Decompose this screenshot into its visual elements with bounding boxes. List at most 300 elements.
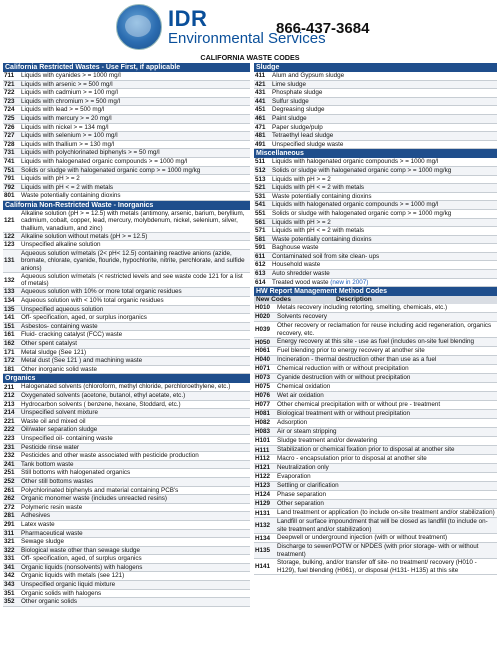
description-text: Aqueous solution with 10% or more total organic residues <box>21 288 182 296</box>
waste-description <box>277 419 497 427</box>
waste-description <box>277 304 497 312</box>
description-text: Sulfur sludge <box>272 97 309 105</box>
description-text: Solids or sludge with halogenated organic comp > = 1000 mg/kg <box>21 166 201 174</box>
waste-code: 801 <box>4 192 15 200</box>
waste-code: 541 <box>255 201 266 209</box>
code-row <box>3 564 250 573</box>
code-row <box>3 98 250 107</box>
waste-code: 561 <box>255 218 266 226</box>
code-row <box>254 124 497 133</box>
code-row <box>3 555 250 564</box>
section-title-misc: Miscellaneous <box>254 149 497 158</box>
description-text: Liquids with polychlorinated biphenyls > = 50 mg/l <box>21 149 160 157</box>
right-column <box>254 63 497 575</box>
waste-code: H050 <box>255 338 271 346</box>
waste-description <box>21 461 250 468</box>
description-text: Wet air oxidation <box>277 392 324 400</box>
code-row <box>3 288 250 297</box>
waste-description <box>272 141 497 148</box>
description-text: Waste potentially containing dioxins <box>272 192 372 200</box>
description-text: Cyanide destruction with or without precipitation <box>277 374 411 382</box>
waste-code: 181 <box>4 365 15 373</box>
description-text: Liquids with pH < = 2 with metals <box>272 227 365 235</box>
waste-description <box>272 236 497 243</box>
waste-code: H101 <box>255 437 271 445</box>
waste-description <box>21 547 250 554</box>
description-text: Metals recovery including retorting, smelting, chemicals, etc.) <box>277 304 448 312</box>
code-row <box>254 236 497 245</box>
new-note: (new in 2007) <box>330 278 369 286</box>
description-text: Biological waste other than sewage sludge <box>21 546 141 554</box>
waste-description <box>21 392 250 399</box>
description-text: Unspecified alkaline solution <box>21 241 101 249</box>
left-column <box>3 63 250 607</box>
waste-description <box>272 167 497 174</box>
code-row <box>3 392 250 401</box>
code-row <box>3 149 250 158</box>
description-text: Metal sludge (See 121) <box>21 348 87 356</box>
waste-code: 172 <box>4 357 15 365</box>
waste-description <box>21 564 250 571</box>
waste-code: H083 <box>255 428 271 436</box>
code-row <box>3 132 250 141</box>
non-restricted-list <box>3 210 250 375</box>
description-text: Baghouse waste <box>272 244 319 252</box>
waste-code: 141 <box>4 314 15 322</box>
waste-description <box>21 504 250 511</box>
waste-description <box>21 115 250 122</box>
description-text: Liquids with mercury > = 20 mg/l <box>21 114 112 122</box>
waste-code: 272 <box>4 503 15 511</box>
waste-code: 211 <box>4 383 15 391</box>
waste-description <box>277 491 497 499</box>
description-text: Alkaline solution (pH > = 12.5) with metals (antimony, arsenic, barium, beryllium, cadmium, cobalt, copper, lead, mercury, molybdenum, nickel, selenium, silver, thallium, vanadium, and zinc) <box>21 209 245 232</box>
waste-code: 531 <box>255 192 266 200</box>
waste-description <box>272 244 497 251</box>
waste-description <box>272 72 497 79</box>
code-row <box>3 504 250 513</box>
waste-description <box>21 175 250 182</box>
waste-description <box>272 193 497 200</box>
description-text: Other spent catalyst <box>21 340 77 348</box>
waste-description <box>272 270 497 277</box>
waste-code: 212 <box>4 392 15 399</box>
waste-description <box>21 590 250 597</box>
description-text: Chemical oxidation <box>277 383 331 391</box>
code-row <box>3 478 250 487</box>
waste-code: 731 <box>4 149 15 157</box>
code-row <box>254 534 497 543</box>
waste-code: 162 <box>4 340 15 348</box>
description-text: Unspecified sludge waste <box>272 140 344 148</box>
code-row <box>254 464 497 473</box>
description-text: Unspecified solvent mixture <box>21 409 98 417</box>
waste-code: 611 <box>255 252 266 260</box>
waste-description <box>21 426 250 433</box>
waste-code: H039 <box>255 326 271 333</box>
code-row <box>254 392 497 401</box>
phone-number: 866-437-3684 <box>276 20 370 37</box>
description-text: Other organic solids <box>21 598 77 606</box>
code-row <box>3 340 250 349</box>
code-row <box>3 323 250 332</box>
waste-code: 291 <box>4 520 15 528</box>
code-row <box>3 273 250 289</box>
description-text: Latex waste <box>21 520 55 528</box>
code-row <box>3 418 250 427</box>
description-text: Liquids with thallium > = 130 mg/l <box>21 140 115 148</box>
description-text: Neutralization only <box>277 464 329 472</box>
description-text: Sludge treatment and/or dewatering <box>277 437 378 445</box>
waste-code: 521 <box>255 184 266 192</box>
waste-description <box>277 509 497 517</box>
waste-code: 421 <box>255 80 266 88</box>
waste-code: 725 <box>4 114 15 122</box>
code-row <box>254 253 497 262</box>
waste-code: 722 <box>4 89 15 97</box>
code-row <box>254 437 497 446</box>
code-row <box>3 158 250 167</box>
code-row <box>254 304 497 313</box>
waste-code: 491 <box>255 140 266 148</box>
waste-code: H040 <box>255 356 271 364</box>
description-text: Other chemical precipitation with or without pre - treatment <box>277 401 441 409</box>
code-row <box>3 233 250 242</box>
misc-list <box>254 158 497 287</box>
code-row <box>254 81 497 90</box>
waste-code: 213 <box>4 400 15 408</box>
waste-code: 151 <box>4 322 15 330</box>
waste-code: 721 <box>4 80 15 88</box>
code-row <box>3 331 250 340</box>
waste-code: 223 <box>4 434 15 442</box>
waste-code: 131 <box>4 257 15 265</box>
waste-code: 123 <box>4 241 15 249</box>
waste-description <box>272 124 497 131</box>
description-text: Tetraethyl lead sludge <box>272 132 334 140</box>
description-text: Waste potentially containing dioxins <box>272 235 372 243</box>
section-title-organics: Organics <box>3 374 250 383</box>
waste-description <box>21 124 250 131</box>
waste-code: 331 <box>4 555 15 563</box>
waste-code: 262 <box>4 495 15 503</box>
waste-description <box>21 314 250 321</box>
description-text: Phosphate sludge <box>272 89 323 97</box>
waste-code: 571 <box>255 227 266 235</box>
code-row <box>254 261 497 270</box>
code-row <box>254 482 497 491</box>
waste-description <box>21 306 250 313</box>
waste-description <box>21 98 250 105</box>
waste-description <box>272 176 497 183</box>
waste-code: 214 <box>4 409 15 417</box>
waste-description <box>277 482 497 490</box>
waste-description <box>21 581 250 588</box>
description-text: Unspecified organic liquid mixture <box>21 581 116 589</box>
waste-description <box>21 250 250 272</box>
description-text: Deepwell or underground injection (with or without treatment) <box>277 534 448 542</box>
code-row <box>254 176 497 185</box>
waste-description <box>21 366 250 373</box>
waste-code: H131 <box>255 509 271 517</box>
description-text: Hydrocarbon solvents ( benzene, hexane, Stoddard, etc.) <box>21 400 181 408</box>
waste-description <box>277 518 497 533</box>
description-text: Other still bottoms wastes <box>21 477 94 485</box>
description-text: Pesticides and other waste associated with pesticide production <box>21 452 199 460</box>
waste-code: H073 <box>255 374 271 382</box>
waste-description <box>21 487 250 494</box>
description-text: Solids or sludge with halogenated organic comp > = 1000 mg/kg <box>272 209 452 217</box>
code-row <box>3 426 250 435</box>
description-text: Waste oil and mixed oil <box>21 417 86 425</box>
code-row <box>3 297 250 306</box>
waste-description <box>21 418 250 425</box>
code-row <box>3 124 250 133</box>
waste-code: H076 <box>255 392 271 400</box>
description-text: Alkaline solution without metals (pH > = 12.5) <box>21 232 148 240</box>
waste-description <box>277 313 497 321</box>
description-text: Energy recovery at this site - use as fuel (includes on-site fuel blending <box>277 338 475 346</box>
waste-description <box>21 167 250 174</box>
waste-code: H111 <box>255 446 270 454</box>
code-row <box>254 132 497 141</box>
waste-description <box>21 158 250 165</box>
code-row <box>254 428 497 437</box>
code-row <box>3 72 250 81</box>
waste-description <box>21 323 250 330</box>
waste-description <box>21 452 250 459</box>
code-row <box>254 455 497 464</box>
waste-code: 581 <box>255 235 266 243</box>
waste-code: 471 <box>255 123 266 131</box>
code-row <box>254 98 497 107</box>
waste-description <box>21 106 250 113</box>
waste-description <box>277 338 497 346</box>
hw-column-headers <box>254 296 497 304</box>
waste-code: 311 <box>4 529 15 537</box>
description-text: Liquids with nickel > = 134 mg/l <box>21 123 109 131</box>
code-row <box>3 184 250 193</box>
description-text: Waste potentially containing dioxins <box>21 192 121 200</box>
code-row <box>254 89 497 98</box>
waste-description <box>21 495 250 502</box>
description-text: Polychlorinated biphenyls and material containing PCB's <box>21 486 179 494</box>
waste-code: H141 <box>255 563 271 570</box>
code-row <box>3 175 250 184</box>
waste-description <box>272 261 497 268</box>
code-row <box>254 509 497 518</box>
code-row <box>3 547 250 556</box>
waste-description <box>272 115 497 122</box>
code-row <box>3 512 250 521</box>
description-text: Still bottoms with halogenated organics <box>21 469 131 477</box>
code-row <box>254 356 497 365</box>
code-row <box>3 521 250 530</box>
waste-description <box>21 469 250 476</box>
waste-description <box>21 555 250 562</box>
code-row <box>254 559 497 575</box>
waste-description <box>277 428 497 436</box>
code-row <box>254 347 497 356</box>
waste-code: H132 <box>255 522 271 529</box>
waste-code: 351 <box>4 589 15 597</box>
code-row <box>254 322 497 338</box>
code-row <box>3 409 250 418</box>
waste-description <box>277 365 497 373</box>
description-text: Adhesives <box>21 512 51 520</box>
brand-subtitle: Environmental Services <box>168 30 326 47</box>
description-text: Phase separation <box>277 491 327 499</box>
waste-description <box>21 141 250 148</box>
waste-description <box>277 464 497 472</box>
code-row <box>254 115 497 124</box>
description-text: Biological treatment with or without precipitation <box>277 410 411 418</box>
waste-description <box>21 132 250 139</box>
waste-code: H124 <box>255 491 271 499</box>
description-text: Unspecified oil- containing waste <box>21 434 113 442</box>
code-row <box>3 314 250 323</box>
description-text: Organic monomer waste (includes unreacted resins) <box>21 495 167 503</box>
code-row <box>254 338 497 347</box>
waste-code: H082 <box>255 419 271 427</box>
description-text: Organic liquids with metals (see 121) <box>21 572 125 580</box>
sludge-list <box>254 72 497 149</box>
code-row <box>254 106 497 115</box>
waste-description <box>272 253 497 260</box>
code-row <box>3 590 250 599</box>
header <box>0 0 500 54</box>
description-text: Pesticide rinse water <box>21 443 80 451</box>
description-text: Liquids with pH < = 2 with metals <box>272 184 365 192</box>
waste-description <box>21 512 250 519</box>
waste-description <box>277 437 497 445</box>
waste-description <box>277 401 497 409</box>
waste-description <box>21 233 250 240</box>
description-text: Polymeric resin waste <box>21 503 83 511</box>
description-text: Alum and Gypsum sludge <box>272 72 345 79</box>
code-row <box>3 435 250 444</box>
waste-code: H075 <box>255 383 271 391</box>
code-row <box>3 89 250 98</box>
waste-description <box>272 219 497 226</box>
description-text: Liquids with cyanides > = 1000 mg/l <box>21 72 121 79</box>
code-row <box>254 313 497 322</box>
waste-code: H129 <box>255 500 271 508</box>
section-title-non-restricted: California Non-Restricted Waste - Inorganics <box>3 201 250 210</box>
code-row <box>254 500 497 509</box>
description-text: Liquids with pH > = 2 <box>272 218 331 226</box>
waste-description <box>277 374 497 382</box>
waste-code: 231 <box>4 443 15 451</box>
company-logo <box>116 4 162 50</box>
description-text: Solvents recovery <box>277 313 328 321</box>
description-text: Evaporation <box>277 473 311 481</box>
code-row <box>254 201 497 210</box>
waste-description <box>277 392 497 400</box>
waste-description <box>21 72 250 79</box>
waste-code: 513 <box>255 175 266 183</box>
waste-code: 431 <box>255 89 266 97</box>
waste-code: 261 <box>4 486 15 494</box>
description-text: Fuel blending prior to energy recovery at another site <box>277 347 425 355</box>
code-row <box>254 270 497 279</box>
waste-code: 614 <box>255 278 266 286</box>
waste-description <box>21 273 250 288</box>
description-text: Degreasing sludge <box>272 106 325 114</box>
waste-code: 281 <box>4 512 15 520</box>
description-text: Other separation <box>277 500 324 508</box>
description-text: Metal dust (See 121 ) and machining waste <box>21 357 143 365</box>
description-text: Discharge to sewer/POTW or NPDES (with prior storage- with or without treatment) <box>277 543 479 558</box>
code-row <box>254 193 497 202</box>
code-row <box>3 401 250 410</box>
waste-code: H134 <box>255 534 271 542</box>
description-text: Other recovery or reclamation for reuse including acid regeneration, organics recovery, etc. <box>277 322 492 337</box>
code-row <box>254 244 497 253</box>
code-row <box>254 383 497 392</box>
waste-description <box>21 435 250 442</box>
hw-col-new-codes: New Codes <box>256 296 292 304</box>
waste-description <box>21 478 250 485</box>
code-columns <box>3 63 497 667</box>
waste-description <box>272 89 497 96</box>
waste-code: H121 <box>255 464 271 472</box>
description-text: Off- specification, aged, of surplus organics <box>21 555 142 563</box>
waste-description <box>277 410 497 418</box>
waste-description <box>21 401 250 408</box>
waste-code: 241 <box>4 460 15 468</box>
waste-code: 451 <box>255 106 266 114</box>
code-row <box>3 461 250 470</box>
waste-description <box>21 149 250 156</box>
description-text: Contaminated soil from site clean- ups <box>272 252 380 260</box>
waste-code: 792 <box>4 183 15 191</box>
description-text: Oil/water separation sludge <box>21 426 98 434</box>
code-row <box>3 366 250 375</box>
waste-description <box>21 572 250 579</box>
description-text: Liquids with pH > = 2 <box>21 175 80 183</box>
waste-description <box>272 81 497 88</box>
code-row <box>3 538 250 547</box>
code-row <box>3 530 250 539</box>
waste-code: H135 <box>255 547 271 554</box>
waste-code: 441 <box>255 97 266 105</box>
code-row <box>3 241 250 250</box>
waste-description <box>21 192 250 199</box>
waste-code: 727 <box>4 132 15 140</box>
waste-code: 132 <box>4 276 15 284</box>
code-row <box>254 419 497 428</box>
code-row <box>254 210 497 219</box>
waste-description <box>21 538 250 545</box>
waste-code: 121 <box>4 217 15 225</box>
description-text: Storage, bulking, and/or transfer off site- no treatment/ recovery (H010 - H129), fuel blending (H061), or disposal (H131- H135) at this site <box>277 559 477 574</box>
waste-code: 726 <box>4 123 15 131</box>
code-row <box>3 141 250 150</box>
description-text: Liquids with pH < = 2 with metals <box>21 183 114 191</box>
waste-code: 341 <box>4 563 15 571</box>
description-text: Liquids with lead > = 500 mg/l <box>21 106 105 114</box>
description-text: Landfill or surface impoundment that will be closed as landfill (to include on-site treatment and/or stabilization) <box>277 518 488 533</box>
page-title: CALIFORNIA WASTE CODES <box>200 53 300 62</box>
description-text: Adsorption <box>277 419 308 427</box>
code-row <box>254 227 497 236</box>
code-row <box>3 452 250 461</box>
waste-description <box>272 132 497 139</box>
waste-description <box>272 98 497 105</box>
code-row <box>3 349 250 358</box>
description-text: Liquids with pH > = 2 <box>272 175 331 183</box>
